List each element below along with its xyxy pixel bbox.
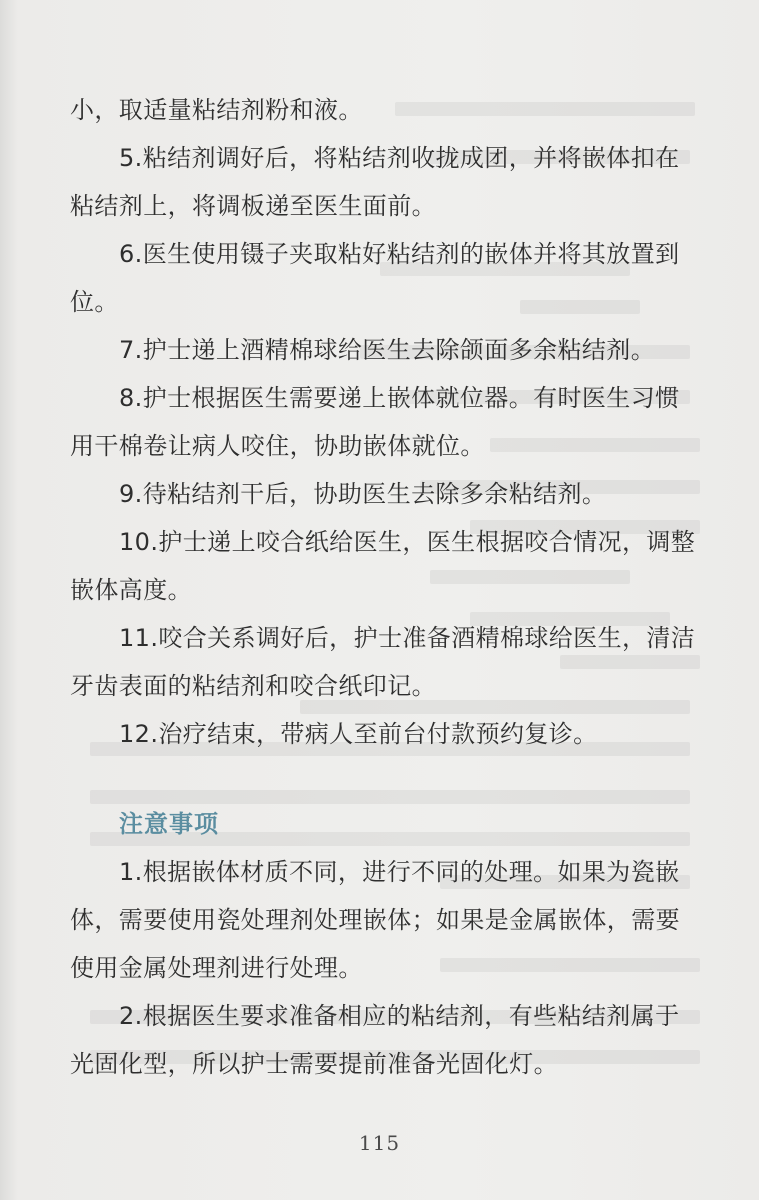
body-line: 嵌体高度。: [70, 576, 192, 604]
body-line: 使用金属处理剂进行处理。: [70, 954, 363, 982]
section-heading: 注意事项: [119, 810, 219, 838]
body-line: 粘结剂上，将调板递至医生面前。: [70, 192, 436, 220]
body-line: 7.护士递上酒精棉球给医生去除颌面多余粘结剂。: [119, 336, 656, 364]
body-line: 6.医生使用镊子夹取粘好粘结剂的嵌体并将其放置到: [119, 240, 680, 268]
body-line: 8.护士根据医生需要递上嵌体就位器。有时医生习惯: [119, 384, 680, 412]
body-line: 12.治疗结束，带病人至前台付款预约复诊。: [119, 720, 598, 748]
body-line: 体，需要使用瓷处理剂处理嵌体；如果是金属嵌体，需要: [70, 906, 680, 934]
body-line: 5.粘结剂调好后，将粘结剂收拢成团，并将嵌体扣在: [119, 144, 680, 172]
body-line: 光固化型，所以护士需要提前准备光固化灯。: [70, 1050, 558, 1078]
body-line: 10.护士递上咬合纸给医生，医生根据咬合情况，调整: [119, 528, 696, 556]
page-body: [70, 86, 695, 1088]
body-line: 用干棉卷让病人咬住，协助嵌体就位。: [70, 432, 485, 460]
body-line: 2.根据医生要求准备相应的粘结剂，有些粘结剂属于: [119, 1002, 680, 1030]
body-line: 位。: [70, 288, 119, 316]
body-line: 1.根据嵌体材质不同，进行不同的处理。如果为瓷嵌: [119, 858, 680, 886]
body-line: 9.待粘结剂干后，协助医生去除多余粘结剂。: [119, 480, 607, 508]
page-number: 115: [358, 1131, 401, 1155]
body-line: 11.咬合关系调好后，护士准备酒精棉球给医生，清洁: [119, 624, 696, 652]
body-line: 牙齿表面的粘结剂和咬合纸印记。: [70, 672, 436, 700]
body-line: 小，取适量粘结剂粉和液。: [70, 96, 363, 124]
